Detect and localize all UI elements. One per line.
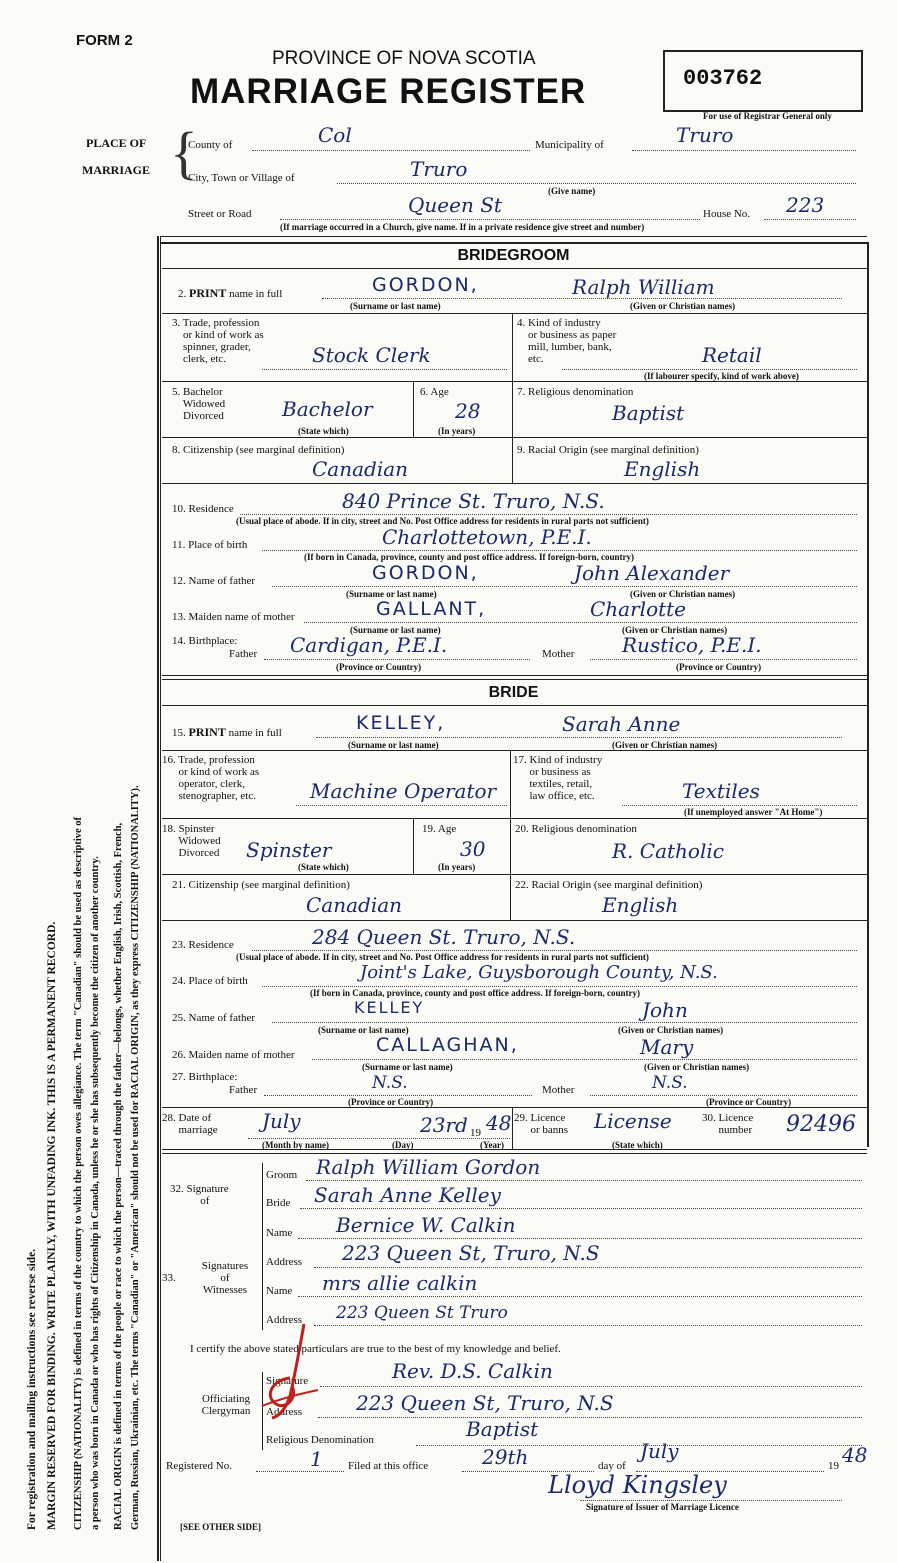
bride-state-caption: (State which) <box>298 862 349 872</box>
witness2-address: 223 Queen St Truro <box>336 1303 508 1323</box>
bride-marital-status: Spinster <box>246 838 332 862</box>
licence-or-banns: License <box>594 1109 672 1133</box>
bride-name-label: 15. PRINT name in full <box>172 725 282 739</box>
clergy-signature: Rev. D.S. Calkin <box>392 1359 553 1383</box>
groom-birthplace-label: 11. Place of birth <box>172 539 248 551</box>
clergy-address-label: Address <box>266 1406 303 1418</box>
issuer-caption: Signature of Issuer of Marriage Licence <box>586 1502 739 1512</box>
margin-line-6: German, Russian, Ukrainian, etc. The terms "Canadian" or "American" should not be used for RACIAL ORIGIN, as they express CITIZENSHIP (NATIONALITY). <box>130 785 141 1530</box>
marriage-day: 23rd <box>420 1113 468 1137</box>
house-label: House No. <box>703 208 751 220</box>
registered-no: 1 <box>310 1447 323 1471</box>
bride-father-bp-label: Father <box>229 1084 258 1096</box>
bride-parents-birthplace-label: 27. Birthplace: <box>172 1071 238 1083</box>
filed-year-prefix: 19 <box>828 1460 839 1472</box>
groom-father-surname: GORDON, <box>372 562 479 584</box>
groom-citizenship-label: 8. Citizenship (see marginal definition) <box>172 444 345 456</box>
bride-industry: Textiles <box>682 779 760 803</box>
day-caption: (Day) <box>392 1140 414 1150</box>
bride-age-label: 19. Age <box>422 823 457 835</box>
groom-given-caption: (Given or Christian names) <box>630 301 736 311</box>
margin-line-1: For registration and mailing instructions see reverse side. <box>26 1248 38 1530</box>
clergy-denomination: Baptist <box>466 1417 539 1441</box>
county-value: Col <box>318 123 352 147</box>
groom-marital-status: Bachelor <box>282 397 373 421</box>
groom-status-label: 5. Bachelor Widowed Divorced <box>172 386 226 422</box>
groom-residence: 840 Prince St. Truro, N.S. <box>342 489 605 513</box>
filed-year: 48 <box>842 1443 868 1467</box>
reg-note: For use of Registrar General only <box>703 111 832 121</box>
groom-father-bp-caption: (Province or Country) <box>336 662 422 672</box>
groom-mother-given: Charlotte <box>590 597 687 621</box>
issuer-signature: Lloyd Kingsley <box>548 1471 727 1499</box>
bride-years-caption: (In years) <box>438 862 476 872</box>
groom-father-given: John Alexander <box>574 561 730 585</box>
municipality-value: Truro <box>676 123 734 147</box>
marriage-month: July <box>262 1109 301 1133</box>
groom-mother-surname: GALLANT, <box>376 598 487 620</box>
groom-age-label: 6. Age <box>420 386 449 398</box>
bride-industry-label: 17. Kind of industry or business as textiles, retail, law office, etc. <box>513 754 603 802</box>
witness2-name: mrs allie calkin <box>322 1271 478 1295</box>
house-value: 223 <box>786 193 825 217</box>
bride-mother-given: Mary <box>640 1035 694 1059</box>
reg-number: 003762 <box>683 66 763 91</box>
bride-sig-label: Bride <box>266 1197 291 1209</box>
city-label: City, Town or Village of <box>188 172 295 184</box>
groom-mother-given-caption: (Given or Christian names) <box>622 625 728 635</box>
bride-residence-label: 23. Residence <box>172 939 234 951</box>
witnesses-number: 33. <box>162 1272 176 1284</box>
w1-address-label: Address <box>266 1256 303 1268</box>
page-title: MARRIAGE REGISTER <box>190 72 587 111</box>
bride-status-label: 18. Spinster Widowed Divorced <box>162 823 221 859</box>
groom-mother-surname-caption: (Surname or last name) <box>350 625 441 635</box>
groom-father-surname-caption: (Surname or last name) <box>346 589 437 599</box>
groom-residence-note: (Usual place of abode. If in city, street and No. Post Office address for residents in rural parts not sufficient) <box>236 516 649 526</box>
officiating-clergyman-label: Officiating Clergyman <box>201 1393 251 1417</box>
filed-label: Filed at this office <box>348 1460 429 1472</box>
bride-birthplace-note: (If born in Canada, province, county and post office address. If foreign-born, country) <box>310 988 641 998</box>
bride-mother-surname: CALLAGHAN, <box>376 1034 519 1056</box>
clergy-sig-label: Signature <box>266 1375 309 1387</box>
bride-surname-caption: (Surname or last name) <box>348 740 439 750</box>
groom-mother-bp-caption: (Province or Country) <box>676 662 762 672</box>
bride-industry-note: (If unemployed answer "At Home") <box>684 807 823 817</box>
bridegroom-heading: BRIDEGROOM <box>457 247 570 264</box>
witness1-name: Bernice W. Calkin <box>336 1213 516 1237</box>
bride-father-surname: KELLEY <box>354 998 425 1017</box>
street-value: Queen St <box>408 193 502 217</box>
groom-father-given-caption: (Given or Christian names) <box>630 589 736 599</box>
street-note: (If marriage occurred in a Church, give name. If in a private residence give street and number) <box>280 222 645 232</box>
bride-religion-label: 20. Religious denomination <box>515 823 637 835</box>
city-value: Truro <box>410 157 468 181</box>
w2-address-label: Address <box>266 1314 303 1326</box>
signature-label: 32. Signature of <box>170 1183 229 1207</box>
bride-birthplace-label: 24. Place of birth <box>172 975 248 987</box>
bride-trade-label: 16. Trade, profession or kind of work as operator, clerk, stenographer, etc. <box>162 754 260 802</box>
marriage-date-label: 28. Date of marriage <box>162 1112 218 1136</box>
licence-state-caption: (State which) <box>612 1140 663 1150</box>
street-label: Street or Road <box>188 208 252 220</box>
bride-birthplace: Joint's Lake, Guysborough County, N.S. <box>360 962 718 983</box>
bride-given-caption: (Given or Christian names) <box>612 740 718 750</box>
groom-mother-label: 13. Maiden name of mother <box>172 611 295 623</box>
form-number: FORM 2 <box>76 32 133 49</box>
groom-years-caption: (In years) <box>438 426 476 436</box>
groom-birthplace-note: (If born in Canada, province, county and post office address. If foreign-born, country) <box>304 552 635 562</box>
bride-age: 30 <box>460 837 486 861</box>
bride-mother-label: 26. Maiden name of mother <box>172 1049 295 1061</box>
groom-father-label: 12. Name of father <box>172 575 256 587</box>
bride-heading: BRIDE <box>488 684 539 701</box>
groom-industry-label: 4. Kind of industry or business as paper mill, lumber, bank, etc. <box>517 317 617 365</box>
licence-number-label: 30. Licence number <box>702 1112 754 1136</box>
groom-name-label: 2. PRINT name in full <box>178 286 283 300</box>
groom-sig-label: Groom <box>266 1169 298 1181</box>
year-caption: (Year) <box>480 1140 504 1150</box>
bride-mother-bp-caption: (Province or Country) <box>706 1097 792 1107</box>
month-caption: (Month by name) <box>262 1140 329 1150</box>
groom-surname: GORDON, <box>372 274 479 296</box>
bride-residence: 284 Queen St. Truro, N.S. <box>312 925 576 949</box>
bride-father-label: 25. Name of father <box>172 1012 256 1024</box>
groom-signature: Ralph William Gordon <box>316 1155 541 1179</box>
municipality-label: Municipality of <box>535 139 604 151</box>
bride-citizenship-label: 21. Citizenship (see marginal definition) <box>172 879 350 891</box>
place-label-1: PLACE OF <box>86 136 147 150</box>
certify-statement: I certify the above stated particulars are true to the best of my knowledge and belief. <box>190 1343 561 1355</box>
clergy-denomination-label: Religious Denomination <box>266 1434 374 1446</box>
groom-age: 28 <box>455 399 481 423</box>
filed-month: July <box>640 1439 679 1463</box>
groom-religion-label: 7. Religious denomination <box>517 386 634 398</box>
red-ink-mark-icon <box>252 1318 324 1428</box>
brace-icon: { <box>170 120 198 185</box>
groom-racial-origin: English <box>624 457 701 481</box>
bride-father-given-caption: (Given or Christian names) <box>618 1025 724 1035</box>
bride-religion: R. Catholic <box>612 839 724 863</box>
groom-state-caption: (State which) <box>298 426 349 436</box>
bride-racial-label: 22. Racial Origin (see marginal definition) <box>515 879 703 891</box>
bride-signature: Sarah Anne Kelley <box>314 1183 501 1207</box>
groom-racial-label: 9. Racial Origin (see marginal definition) <box>517 444 699 456</box>
give-name-caption: (Give name) <box>548 186 596 196</box>
filed-day: 29th <box>482 1445 529 1469</box>
groom-surname-caption: (Surname or last name) <box>350 301 441 311</box>
bride-mother-birthplace: N.S. <box>652 1073 688 1093</box>
bride-mother-bp-label: Mother <box>542 1084 575 1096</box>
groom-industry: Retail <box>702 343 762 367</box>
bride-mother-given-caption: (Given or Christian names) <box>644 1062 750 1072</box>
groom-mother-bp-label: Mother <box>542 648 575 660</box>
margin-line-4: a person who was born in Canada or who has rights of Citizenship in Canada, unless he or she has subsequently become the citizen of another country. <box>90 856 101 1530</box>
licence-banns-label: 29. Licence or banns <box>514 1112 569 1136</box>
groom-given-names: Ralph William <box>572 275 715 299</box>
groom-residence-label: 10. Residence <box>172 503 234 515</box>
bride-given-names: Sarah Anne <box>562 712 681 736</box>
bride-father-given: John <box>642 998 688 1022</box>
bride-mother-surname-caption: (Surname or last name) <box>362 1062 453 1072</box>
bride-surname: KELLEY, <box>356 712 446 734</box>
groom-parents-birthplace-label: 14. Birthplace: <box>172 635 238 647</box>
w1-name-label: Name <box>266 1227 293 1239</box>
margin-line-5: RACIAL ORIGIN is defined in terms of the people or race to which the person—traced through the father—belongs, whether English, Irish, Scottish, French, <box>113 822 124 1530</box>
groom-trade-label: 3. Trade, profession or kind of work as spinner, grader, clerk, etc. <box>172 317 264 365</box>
bride-residence-note: (Usual place of abode. If in city, street and No. Post Office address for residents in rural parts not sufficient) <box>236 952 649 962</box>
province-heading: PROVINCE OF NOVA SCOTIA <box>272 48 536 69</box>
day-of-label: day of <box>598 1460 626 1472</box>
groom-trade: Stock Clerk <box>312 343 431 367</box>
groom-father-bp-label: Father <box>229 648 258 660</box>
bride-citizenship: Canadian <box>306 893 403 917</box>
reg-number-box <box>663 50 863 112</box>
county-label: County of <box>188 139 233 151</box>
licence-number: 92496 <box>786 1112 856 1137</box>
bride-father-birthplace: N.S. <box>372 1073 408 1093</box>
margin-line-3: CITIZENSHIP (NATIONALITY) is defined in terms of the country to which the person owes allegiance. The term "Canadian" should be used as descriptive of <box>73 816 84 1530</box>
marriage-year-prefix: 19 <box>470 1127 481 1139</box>
margin-line-2: MARGIN RESERVED FOR BINDING. WRITE PLAINLY, WITH UNFADING INK. THIS IS A PERMANENT RECORD. <box>46 921 58 1530</box>
place-label-2: MARRIAGE <box>82 163 150 177</box>
bride-trade: Machine Operator <box>310 779 497 803</box>
bride-father-bp-caption: (Province or Country) <box>348 1097 434 1107</box>
groom-industry-note: (If labourer specify, kind of work above) <box>644 371 799 381</box>
bride-father-surname-caption: (Surname or last name) <box>318 1025 409 1035</box>
bride-racial-origin: English <box>602 893 679 917</box>
w2-name-label: Name <box>266 1285 293 1297</box>
groom-religion: Baptist <box>612 401 685 425</box>
groom-birthplace: Charlottetown, P.E.I. <box>382 525 592 549</box>
marriage-year: 48 <box>486 1111 512 1135</box>
registered-no-label: Registered No. <box>166 1460 232 1472</box>
groom-citizenship: Canadian <box>312 457 409 481</box>
witness1-address: 223 Queen St, Truro, N.S <box>342 1241 600 1265</box>
groom-father-birthplace: Cardigan, P.E.I. <box>290 633 448 657</box>
groom-mother-birthplace: Rustico, P.E.I. <box>622 633 762 657</box>
clergy-address: 223 Queen St, Truro, N.S <box>356 1391 614 1415</box>
see-other-side: [SEE OTHER SIDE] <box>180 1522 262 1532</box>
witnesses-label: Signatures of Witnesses <box>201 1260 249 1296</box>
